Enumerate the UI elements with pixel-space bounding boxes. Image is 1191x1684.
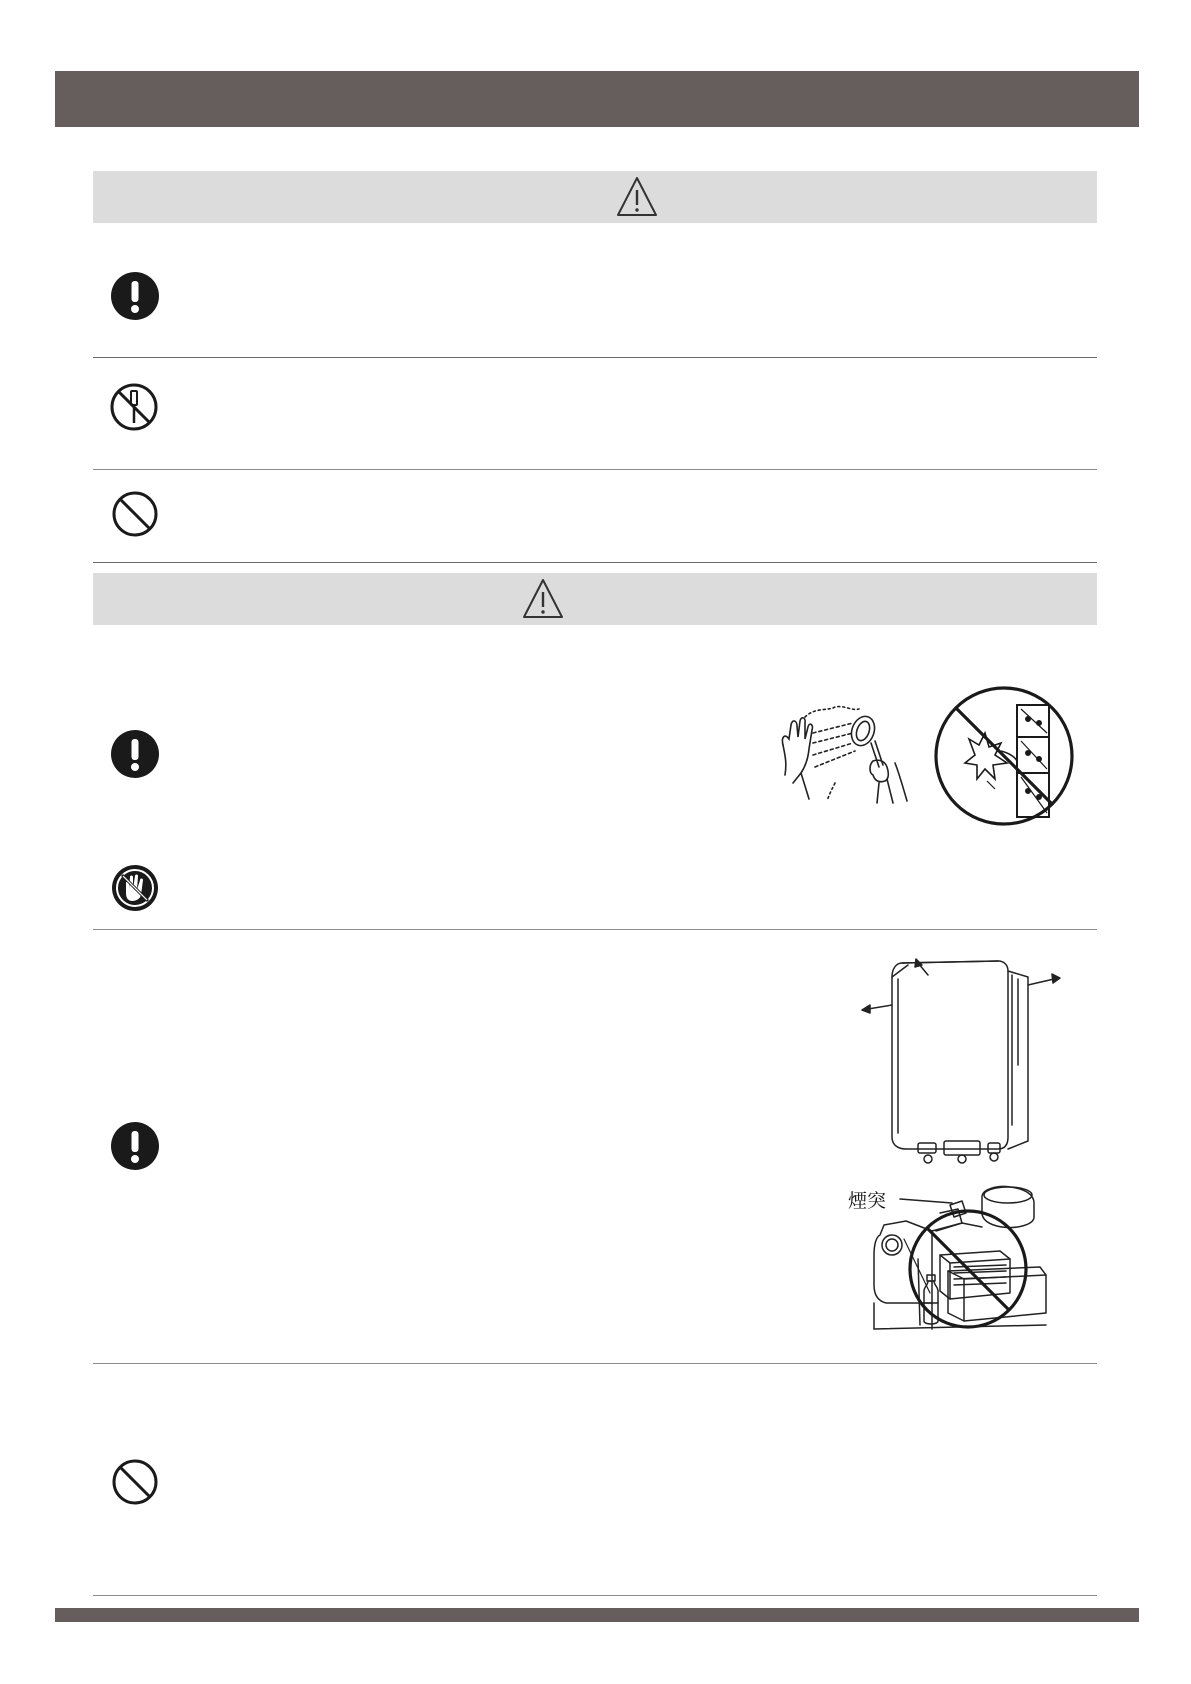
caution-header-band [93, 573, 1097, 625]
do-not-touch-icon [110, 863, 160, 913]
no-flammables-near-heater-illustration [870, 1175, 1052, 1335]
water-heater-clearance-illustration [858, 945, 1068, 1167]
row-divider [93, 1363, 1097, 1364]
prohibited-icon [110, 489, 160, 539]
page-header-bar [55, 71, 1139, 127]
disassembly-prohibited-icon [108, 381, 160, 433]
section-divider [93, 562, 1097, 563]
section-bottom-divider [93, 1595, 1097, 1596]
page-footer-bar [55, 1608, 1139, 1622]
chimney-label: 煙突 [848, 1190, 887, 1212]
row-divider [93, 929, 1097, 930]
do-not-strike-illustration [929, 681, 1079, 831]
mandatory-action-icon [110, 1121, 160, 1171]
shower-temperature-check-illustration [775, 703, 910, 805]
row-divider [93, 357, 1097, 358]
mandatory-action-icon [110, 271, 160, 321]
mandatory-action-icon [110, 729, 160, 779]
warning-triangle-icon [521, 577, 565, 621]
warning-header-band [93, 171, 1097, 223]
prohibited-icon [110, 1457, 160, 1507]
warning-triangle-icon [615, 175, 659, 219]
row-divider [93, 469, 1097, 470]
